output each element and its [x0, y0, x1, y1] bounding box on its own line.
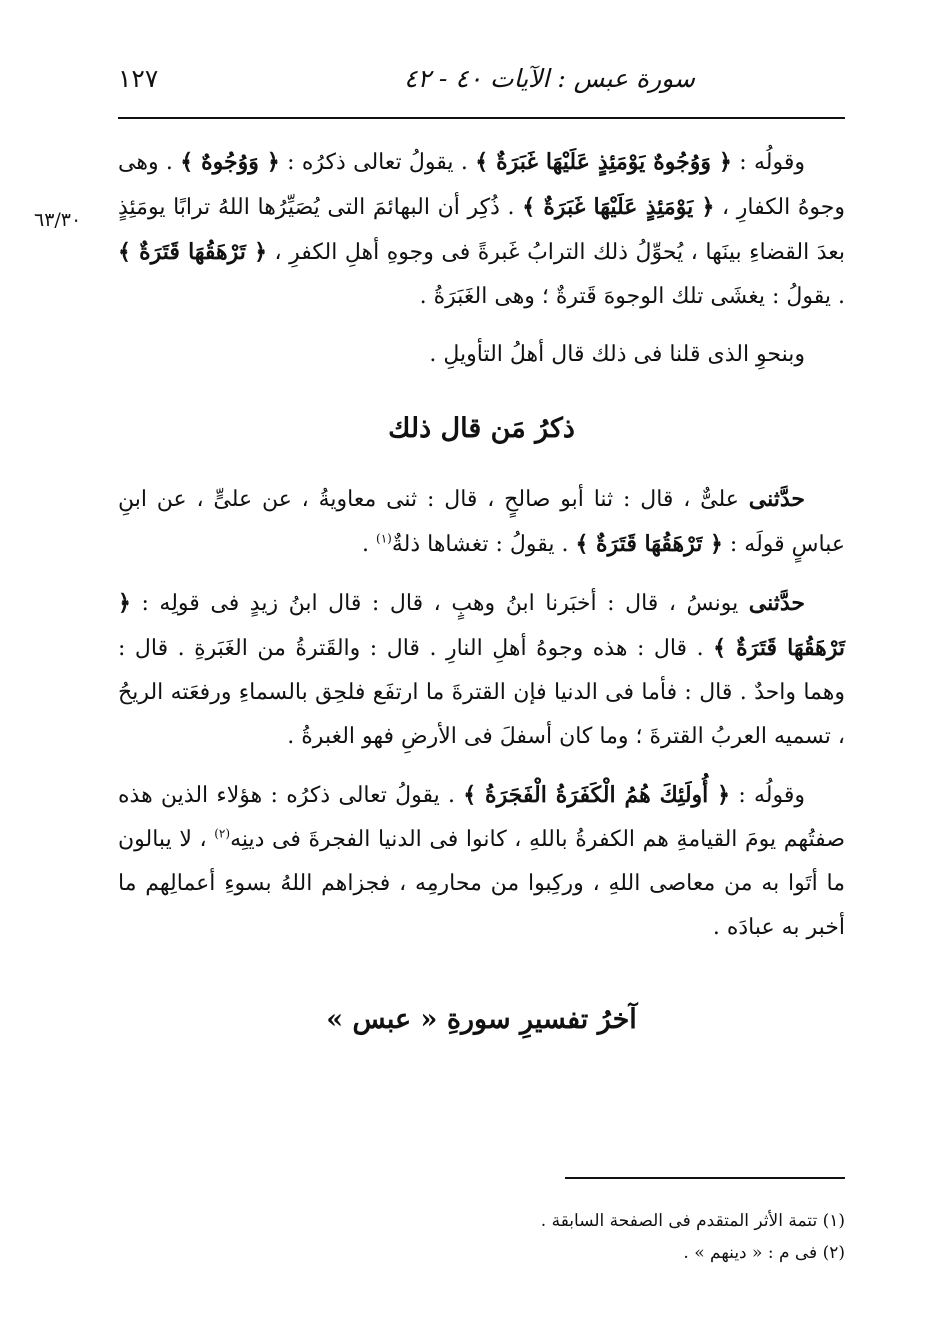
page-number: ١٢٧ [118, 64, 159, 93]
footnote-rule [565, 1177, 845, 1179]
margin-reference: ٦٣/٣٠ [34, 209, 82, 231]
paragraph-4 [118, 581, 845, 759]
footnote-2: (٢) فى م : « دينهم » . [683, 1243, 845, 1263]
text: . يقولُ تعالى ذكرُه : [279, 150, 476, 175]
quran-verse: ﴿ تَرْهَقُهَا قَتَرَةٌ ﴾ [118, 590, 845, 661]
text: . يقولُ : يغشَى تلك الوجوهَ قَترةٌ ؛ وهى الغَبَرَةُ . [419, 284, 845, 309]
main-text [34, 140, 845, 1068]
footnotes [118, 1205, 845, 1269]
quran-verse: ﴿ وَوُجُوهٌ ﴾ [180, 149, 280, 175]
paragraph-3 [118, 477, 845, 567]
text: . قال : هذه وجوهُ أهلِ النارِ . قال : والقَترةُ من الغَبَرةِ . قال : وهما واحدٌ . قال : فأما فى الدنيا فإن القترةَ ما ارتفَع فلحِق بالسماءِ ورفعَته الريحُ ، تسميه العربُ القترةَ ؛ وما كان أسفلَ فى الأرضِ فهو الغبرةُ . [118, 636, 845, 749]
running-header [118, 62, 845, 106]
quran-verse: ﴿ أُولَئِكَ هُمُ الْكَفَرَةُ الْفَجَرَةُ ﴾ [463, 782, 731, 808]
paragraph-1 [118, 140, 845, 319]
text: يونسُ ، قال : أخبَرنا ابنُ وهبٍ ، قال : قال ابنُ زيدٍ فى قولِه : [130, 591, 749, 616]
quran-verse: ﴿ وَوُجُوهٌ يَوْمَئِذٍ عَلَيْهَا غَبَرَةٌ ﴾ [475, 149, 732, 175]
footnote-1: (١) تتمة الأثر المتقدم فى الصفحة السابقة . [540, 1211, 845, 1231]
footnote-marker: (٢) [214, 826, 231, 841]
closing-heading: آخرُ تفسيرِ سورةِ « عبس » [326, 1004, 637, 1035]
text: وقولُه : [731, 150, 806, 175]
quran-verse: ﴿ تَرْهَقُهَا قَتَرَةٌ ﴾ [118, 239, 267, 265]
quran-verse: ﴿ يَوْمَئِذٍ عَلَيْهَا غَبَرَةٌ ﴾ [522, 194, 715, 220]
paragraph-5 [118, 773, 845, 950]
text: . وهى وجوهُ الكفارِ ، [118, 150, 845, 220]
footnote-marker: (١) [376, 531, 392, 546]
text: علىٌّ ، قال : ثنا أبو صالحٍ ، قال : ثنى معاويةُ ، عن علىٍّ ، عن ابنِ عباسٍ قولَه : [118, 487, 845, 557]
text: . يقولُ تعالى ذكرُه : هؤلاء الذين هذه صفتُهم يومَ القيامةِ هم الكفرةُ باللهِ ، كانوا فى الدنيا الفجرةَ فى دينِه [118, 783, 845, 852]
text: . ذُكِر أن البهائمَ التى يُصَيِّرُها اللهُ ترابًا يومَئِذٍ بعدَ القضاءِ بينَها ، يُحوِّلُ ذلك الترابُ غَبرةً فى وجوهِ أهلِ الكفرِ ، [118, 195, 845, 265]
text: ، لا يبالون ما أتَوا به من معاصى اللهِ ، وركِبوا من محارمِه ، فجزاهم اللهُ بسوءِ أعمالِهم ما أخبر به عبادَه . [118, 827, 845, 940]
text: . يقولُ : تغشاها ذلةٌ [391, 532, 576, 557]
header-rule [118, 117, 845, 119]
text: . [362, 532, 376, 557]
paragraph-2: وبنحوِ الذى قلنا فى ذلك قال أهلُ التأويلِ . [429, 342, 805, 367]
section-heading: ذكرُ مَن قال ذلك [388, 413, 575, 444]
text: وقولُه : [730, 783, 806, 808]
running-title: سورة عبس : الآيات ٤٠ - ٤٢ [404, 64, 695, 93]
quran-verse: ﴿ تَرْهَقُهَا قَتَرَةٌ ﴾ [575, 531, 723, 557]
hadith-opener: حدَّثنى [748, 486, 805, 512]
hadith-opener: حدَّثنى [748, 590, 805, 616]
